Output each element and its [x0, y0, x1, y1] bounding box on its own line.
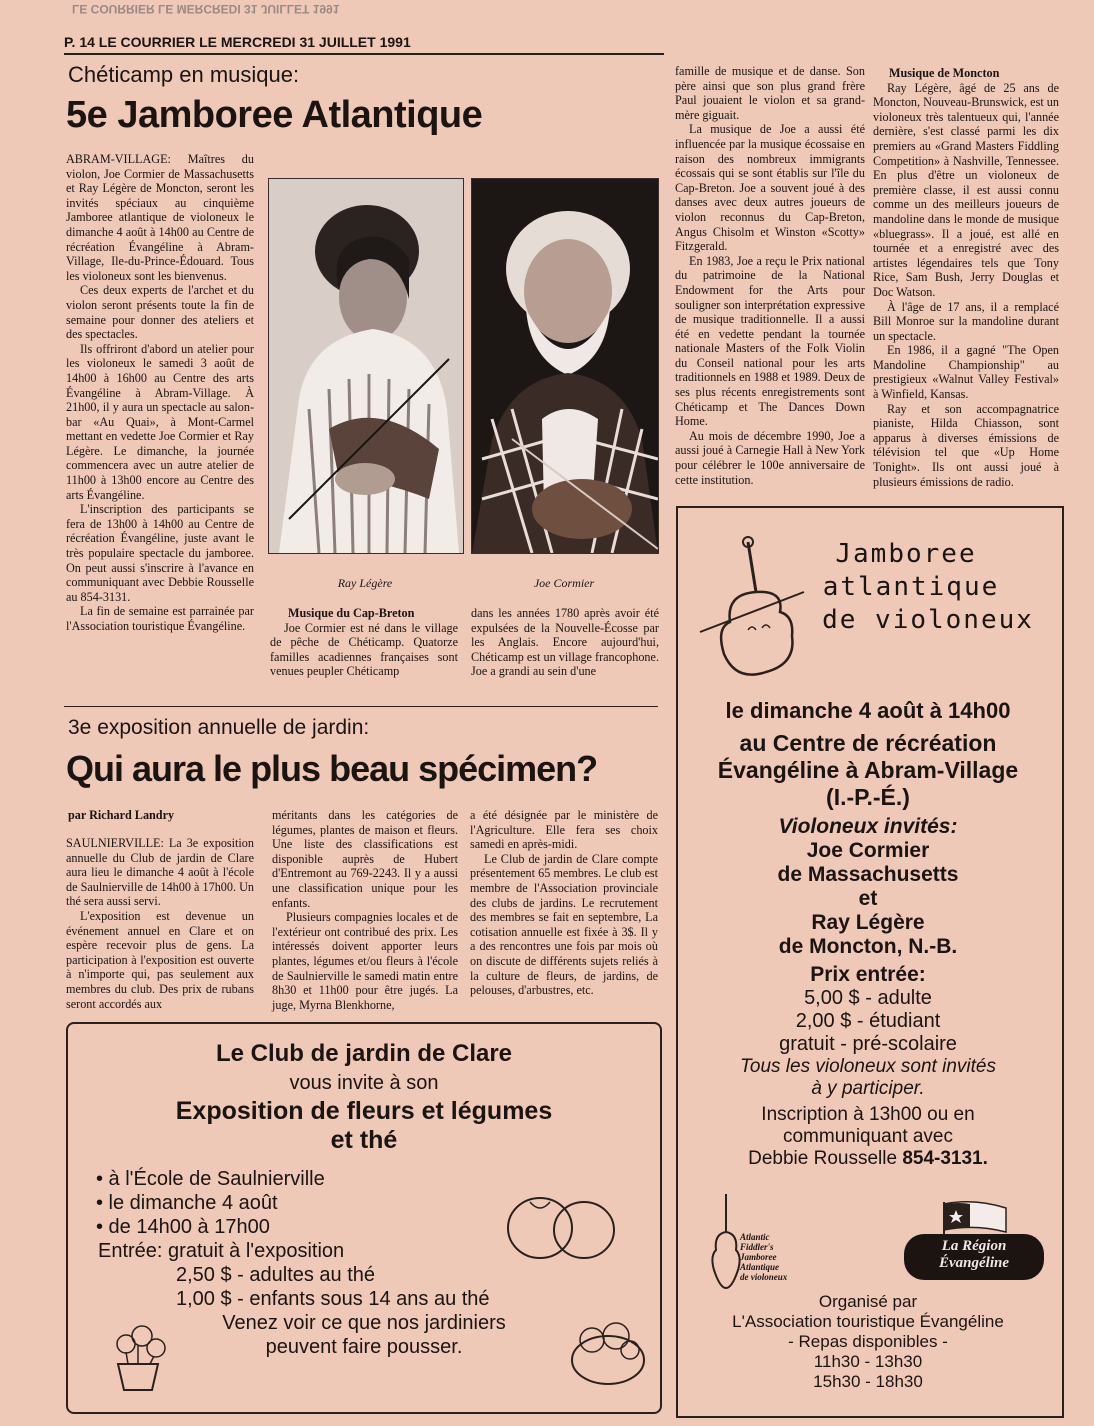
logo-text-5: de violoneux: [740, 1272, 788, 1282]
vegetable-basket-illustration: [566, 1306, 650, 1390]
jamboree-guest2b: de Moncton, N.-B.: [778, 935, 958, 958]
jamboree-footer: [678, 1292, 1058, 1392]
section-rule: [64, 706, 658, 707]
article1-p3: Ils offriront d'abord un atelier pour les violoneux le samedi 3 août de 14h00 à 16h00 au Centre des arts Évangéline à Abram-Village. À 21h00, il y aura un spectacle au salon-bar «Au Quai», à Mont-Carmel mettant en vedette Joe Cormier et Ray Légère. Le dimanche, la journée commencera avec un autre atelier de 11h00 à 13h00 encore au Centre des arts Évangéline.: [66, 341, 254, 502]
jamboree-place2: Évangéline à Abram-Village: [717, 757, 1019, 783]
logo-text-1: Atlantic: [740, 1232, 770, 1242]
moncton-heading: Musique de Moncton: [889, 66, 1000, 80]
art2-col2-p2: Plusieurs compagnies locales et de l'extérieur ont contribué des prix. Les intéressés doivent apporter leurs plantes, légumes et/ou fleurs à l'école de Saulnierville le samedi matin entre 8h30 et 11h00 pour être jugés. La juge, Myrna Blenkhorne,: [272, 910, 458, 1012]
jamboree-place3: (I.-P.-É.): [826, 784, 910, 810]
jamboree-org2: L'Association touristique Évangéline: [732, 1312, 1004, 1331]
article2-col2: [272, 808, 458, 1012]
article2-kicker: 3e exposition annuelle de jardin:: [68, 716, 370, 739]
jamboree-reg3-phone: 854-3131.: [902, 1148, 988, 1169]
header-rule: [64, 53, 664, 55]
article1-p4: L'inscription des participants se fera de 13h00 à 14h00 au Centre de récréation Évangéline, juste avant le très populaire spectacle du jamboree. On peut aussi s'inscrire à l'avance en communiquant avec Debbie Rousselle au 854-3131.: [66, 502, 254, 604]
garden-bullet-1: • à l'École de Saulnierville: [96, 1168, 325, 1190]
jamboree-guests-label: Violoneux invités:: [778, 815, 958, 838]
jamboree-title: [776, 538, 1046, 637]
article1-p1: ABRAM-VILLAGE: Maîtres du violon, Joe Cormier de Massachusetts et Ray Légère de Moncton, seront les invités spéciaux au cinquième Jamboree atlantique de violoneux le dimanche 4 août à 14h00 au Centre de récréation Évangéline à Abram-Village, Ile-du-Prince-Édouard. Tous les violoneux sont les bienvenus.: [66, 152, 254, 283]
garden-closing1: Venez voir ce que nos jardiniers: [222, 1312, 506, 1334]
art2-col3-p2: Le Club de jardin de Clare compte présentement 65 membres. Le club est membre de l'Association provinciale des clubs de jardins. Le recrutement des membres se fait en septembre, La cotisation annuelle est fixée à 3$. Il y a des rencontres une fois par mois où on discute de différents sujets reliés à la culture de fleurs, de jardins, de pelouses, d'arbustres, etc.: [470, 851, 658, 998]
col4-p1: famille de musique et de danse. Son père ainsi que son plus grand frère Paul jouaient le violon et sa grand-mère giguait.: [675, 64, 865, 122]
jamboree-guest2a: Ray Légère: [811, 911, 925, 934]
jamboree-time2: 15h30 - 18h30: [813, 1372, 923, 1391]
col5-p1: Ray Légère, âgé de 25 ans de Moncton, Nouveau-Brunswick, est un violoneux très talentueux qui, l'année dernière, s'est classé parmi les dix premiers au «Grand Masters Fiddling Competition» à Nashville, Tennessee. En plus d'être un violoneux de première classe, il est aussi connu comme un des meilleurs joueurs de mandoline dans le monde de musique «bluegrass». Il a joué, est allé en tournée et a enregistré avec des artistes légendaires tels que Tony Rice, Sam Bush, Jerry Douglas et Doc Watson.: [873, 80, 1059, 299]
article1-kicker: Chéticamp en musique:: [68, 62, 300, 87]
jamboree-invite1: Tous les violoneux sont invités: [740, 1056, 996, 1077]
jamboree-title-2: atlantique: [822, 572, 1000, 602]
garden-bullet-2: • le dimanche 4 août: [96, 1192, 278, 1214]
fiddlers-jamboree-logo-text: [740, 1232, 787, 1282]
garden-ad: [66, 1022, 662, 1414]
jamboree-and: et: [858, 887, 878, 910]
garden-bullet-3: • de 14h00 à 17h00: [96, 1216, 270, 1238]
jamboree-title-1: Jamboree: [835, 539, 977, 569]
jamboree-time1: 11h30 - 13h30: [813, 1352, 923, 1371]
flower-pot-illustration: [98, 1314, 178, 1394]
jamboree-invite2: à y participer.: [811, 1078, 925, 1099]
garden-price2: 1,00 $ - enfants sous 14 ans au thé: [176, 1288, 490, 1310]
caption-joe: Joe Cormier: [533, 576, 595, 590]
col5-p2: À l'âge de 17 ans, il a remplacé Bill Monroe sur la mandoline durant un spectacle.: [873, 299, 1059, 343]
logo-text-4: Atlantique: [740, 1262, 780, 1272]
caption-ray: Ray Légère: [337, 576, 393, 590]
jamboree-reg2: communiquant avec: [782, 1126, 954, 1147]
region-logo-text-1: La Région: [941, 1238, 1007, 1254]
cape-breton-p2: dans les années 1780 après avoir été expulsées de la Nouvelle-Écosse par les Anglais. Encore aujourd'hui, Chéticamp est un village francophone. Joe a grandi au sein d'une: [471, 606, 659, 679]
onion-illustration: [500, 1184, 620, 1264]
art2-col1-p1: SAULNIERVILLE: La 3e exposition annuelle du Club de jardin de Clare aura lieu le dimanche 4 août à l'école de Saulnierville de 14h00 à 17h00. Un thé sera aussi servi.: [66, 836, 254, 909]
mirrored-masthead: LE COURRIER LE MERCREDI 31 JUILLET 1991: [72, 2, 340, 16]
article2-title: Qui aura le plus beau spécimen?: [66, 748, 598, 789]
article2-col1: [66, 836, 254, 1011]
article2-col3: [470, 808, 658, 998]
col4-p3: En 1983, Joe a reçu le Prix national du patrimoine de la National Endowment for the Arts pour souligner son interprétation expressive de musique traditionnelle. Il a aussi été en vedette pendant la tournée nationale Masters of the Folk Violin du Conseil national pour les arts traditionnels en 1988 et 1989. Deux de ses plus récents enregistrements sont Chéticamp et The Dances Down Home.: [675, 253, 865, 429]
page-number: P. 14: [64, 34, 95, 50]
article1-title: 5e Jamboree Atlantique: [66, 94, 483, 136]
jamboree-price3: gratuit - pré-scolaire: [779, 1033, 957, 1055]
logo-text-2: Fiddler's: [740, 1242, 774, 1252]
jamboree-body: [678, 698, 1058, 1170]
garden-ad-line1: Le Club de jardin de Clare: [215, 1040, 513, 1067]
article1-p2: Ces deux experts de l'archet et du violon seront présents toute la fin de semaine pour donner des ateliers et des spectacles.: [66, 283, 254, 342]
logo-text-3: Jamboree: [740, 1252, 777, 1262]
art2-col2-p1: méritants dans les catégories de légumes, plantes de maison et fleurs. Une liste des classifications est disponible auprès de Hubert d'Entremont au 769-2243. Il y a aussi une classification unique pour les enfants.: [272, 808, 458, 910]
cape-breton-col2: [471, 606, 659, 679]
jamboree-guest1b: de Massachusetts: [777, 863, 959, 886]
jamboree-reg3: [678, 1148, 1058, 1170]
page-header: [64, 34, 411, 50]
garden-closing2: peuvent faire pousser.: [265, 1336, 463, 1358]
jamboree-price2: 2,00 $ - étudiant: [795, 1010, 941, 1032]
photo-joe-cormier: [471, 178, 659, 554]
col4-p4: Au mois de décembre 1990, Joe a aussi joué à Carnegie Hall à New York pour célébrer le 100e anniversaire de cette institution.: [675, 428, 865, 487]
garden-ad-line2: vous invite à son: [289, 1072, 439, 1094]
cape-breton-p1: Joe Cormier est né dans le village de pêche de Chéticamp. Quatorze familles acadiennes françaises sont venues peupler Chéticamp: [270, 620, 458, 679]
article1-col1: [66, 152, 254, 634]
jamboree-meals: - Repas disponibles -: [788, 1332, 948, 1351]
garden-price1: 2,50 $ - adultes au thé: [176, 1264, 376, 1286]
jamboree-org1: Organisé par: [818, 1292, 918, 1311]
garden-ad-line4: et thé: [330, 1126, 398, 1154]
art2-col3-p1: a été désignée par le ministère de l'Agriculture. Elle fera ses choix samedi en après-midi.: [470, 808, 658, 852]
jamboree-price1: 5,00 $ - adulte: [804, 987, 932, 1009]
cape-breton-heading: Musique du Cap-Breton: [288, 606, 415, 620]
garden-ad-line3: Exposition de fleurs et légumes: [175, 1097, 553, 1125]
article1-col4: [675, 64, 865, 487]
region-logo-text-2: Évangéline: [939, 1255, 1009, 1271]
jamboree-date: le dimanche 4 août à 14h00: [725, 698, 1011, 723]
region-evangeline-logo: [904, 1234, 1044, 1280]
col4-p2: La musique de Joe a aussi été influencée par la musique écossaise en raison des nombreux immigrants écossais qui se sont établis sur l'île du Cap-Breton. Joe a souvent joué à des danses avec deux autres joueurs de violon reconnus du Cap-Breton, Angus Chisolm et Winston «Scotty» Fitzgerald.: [675, 122, 865, 254]
jamboree-guest1a: Joe Cormier: [806, 839, 930, 862]
col5-p4: Ray et son accompagnatrice pianiste, Hilda Chiasson, sont apparus à diverses émissions de télévision tel que «Up Home Tonight». Ils ont aussi joué à plusieurs émissions de radio.: [873, 401, 1059, 489]
paper-date: LE COURRIER LE MERCREDI 31 JUILLET 1991: [98, 34, 411, 50]
article1-col5: [873, 66, 1059, 489]
garden-entry: Entrée: gratuit à l'exposition: [98, 1240, 345, 1262]
jamboree-place1: au Centre de récréation: [739, 730, 997, 756]
jamboree-title-3: de violoneux: [822, 605, 1034, 635]
photo-ray-legere: [268, 178, 464, 554]
jamboree-price-label: Prix entrée:: [810, 963, 926, 986]
jamboree-reg3-name: Debbie Rousselle: [748, 1148, 903, 1169]
cape-breton-col: [270, 606, 458, 679]
jamboree-ad: [676, 506, 1064, 1418]
col5-p3: En 1986, il a gagné "The Open Mandoline Championship" au prestigieux «Walnut Valley Festival» à Winfield, Kansas.: [873, 343, 1059, 402]
article1-p5: La fin de semaine est parrainée par l'Association touristique Évangéline.: [66, 604, 254, 633]
jamboree-reg1: Inscription à 13h00 ou en: [761, 1104, 975, 1125]
fiddlers-jamboree-logo-violin: [708, 1192, 744, 1292]
art2-col1-p2: L'exposition est devenue un événement annuel en Clare et on espère recevoir plus de gens. La participation à l'exposition est ouverte à n'importe qui, pas seulement aux membres du club. Des prix de rubans seront accordés aux: [66, 908, 254, 1011]
article2-byline: par Richard Landry: [68, 808, 175, 822]
